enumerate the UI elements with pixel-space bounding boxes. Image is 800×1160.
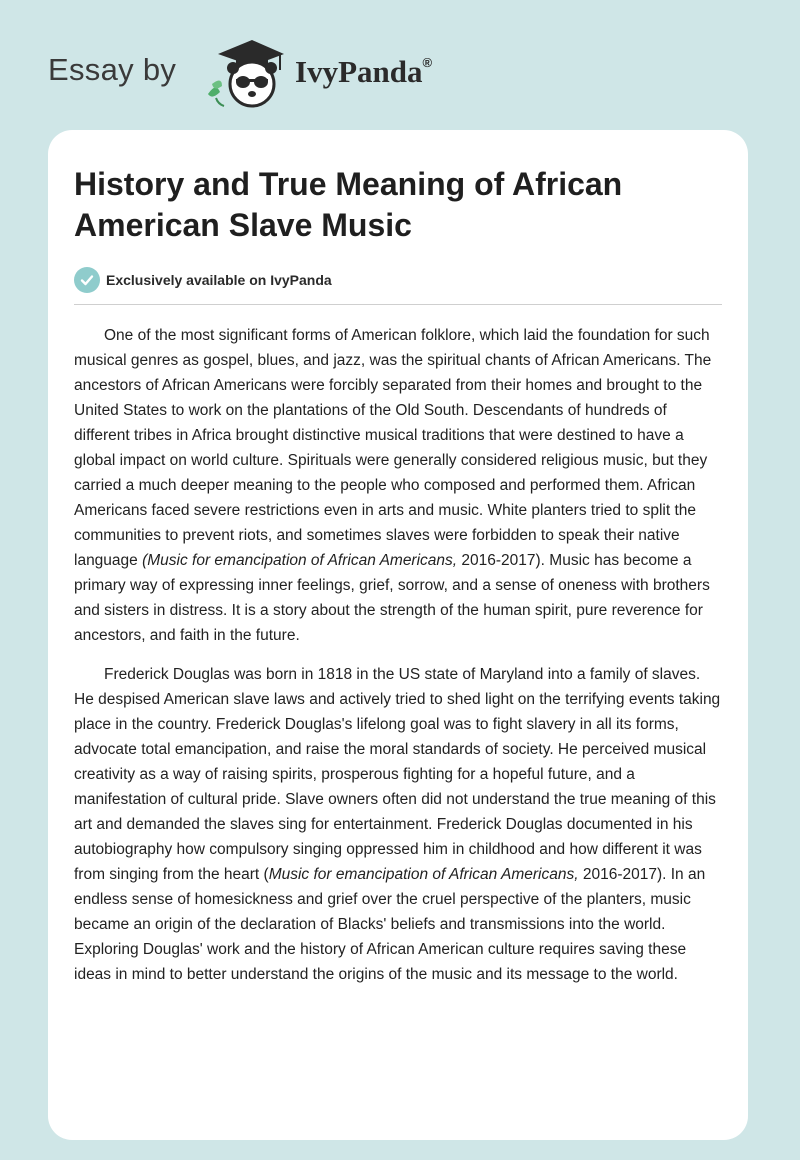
brand-name: IvyPanda® bbox=[295, 54, 433, 89]
citation: (Music for emancipation of African Americans, bbox=[142, 552, 458, 569]
registered-mark: ® bbox=[422, 54, 433, 70]
exclusive-badge bbox=[74, 267, 722, 293]
divider bbox=[74, 304, 722, 305]
panda-graduation-cap-icon bbox=[202, 36, 286, 110]
essay-body bbox=[74, 323, 722, 987]
badge-text: Exclusively available on IvyPanda bbox=[106, 272, 332, 288]
check-circle-icon bbox=[74, 267, 100, 293]
brand-header[interactable] bbox=[48, 34, 488, 110]
page-title: History and True Meaning of African American Slave Music bbox=[74, 166, 623, 243]
paragraph: Frederick Douglas was born in 1818 in the US state of Maryland into a family of slaves. He despised American slave laws and actively tried to shed light on the terrifying events taking place in the country. Frederick Douglas's lifelong goal was to fight slavery in all its forms, advocate total emancipation, and raise the moral standards of society. He perceived musical creativity as a way of raising spirits, prosperous fighting for a hopeful future, and a manifestation of cultural pride. Slave owners often did not understand the true meaning of this art and demanded the slaves sing for entertainment. Frederick Douglas documented in his autobiography how compulsory singing oppressed him in childhood and how different it was from singing from the heart (Music for emancipation of African Americans, 2016-2017). In an endless sense of homesickness and grief over the cruel perspective of the planters, music became an origin of the declaration of Blacks' beliefs and transmissions into the world. Exploring Douglas' work and the history of African American culture requires saving these ideas in mind to better understand the origins of the music and its message to the world. bbox=[74, 666, 721, 983]
paragraph: One of the most significant forms of American folklore, which laid the foundation for such musical genres as gospel, blues, and jazz, was the spiritual chants of African Americans. The ancestors of African Americans were forcibly separated from their homes and brought to the United States to work on the plantations of the Old South. Descendants of hundreds of different tribes in Africa brought distinctive musical traditions that were destined to have a global impact on world culture. Spirituals were generally considered religious music, but they carried a much deeper meaning to the people who composed and performed them. African Americans faced severe restrictions even in arts and music. White planters tried to split the communities to prevent riots, and sometimes slaves were forbidden to speak their native language (Music for emancipation of African Americans, 2016-2017). Music has become a primary way of expressing inner feelings, grief, sorrow, and a sense of oneness with brothers and sisters in distress. It is a story about the strength of the human spirit, pure reverence for ancestors, and faith in the future. bbox=[74, 327, 712, 644]
essay-card bbox=[48, 130, 748, 1140]
citation: Music for emancipation of African Americans, bbox=[268, 866, 579, 883]
brand-prefix: Essay by bbox=[48, 52, 177, 87]
